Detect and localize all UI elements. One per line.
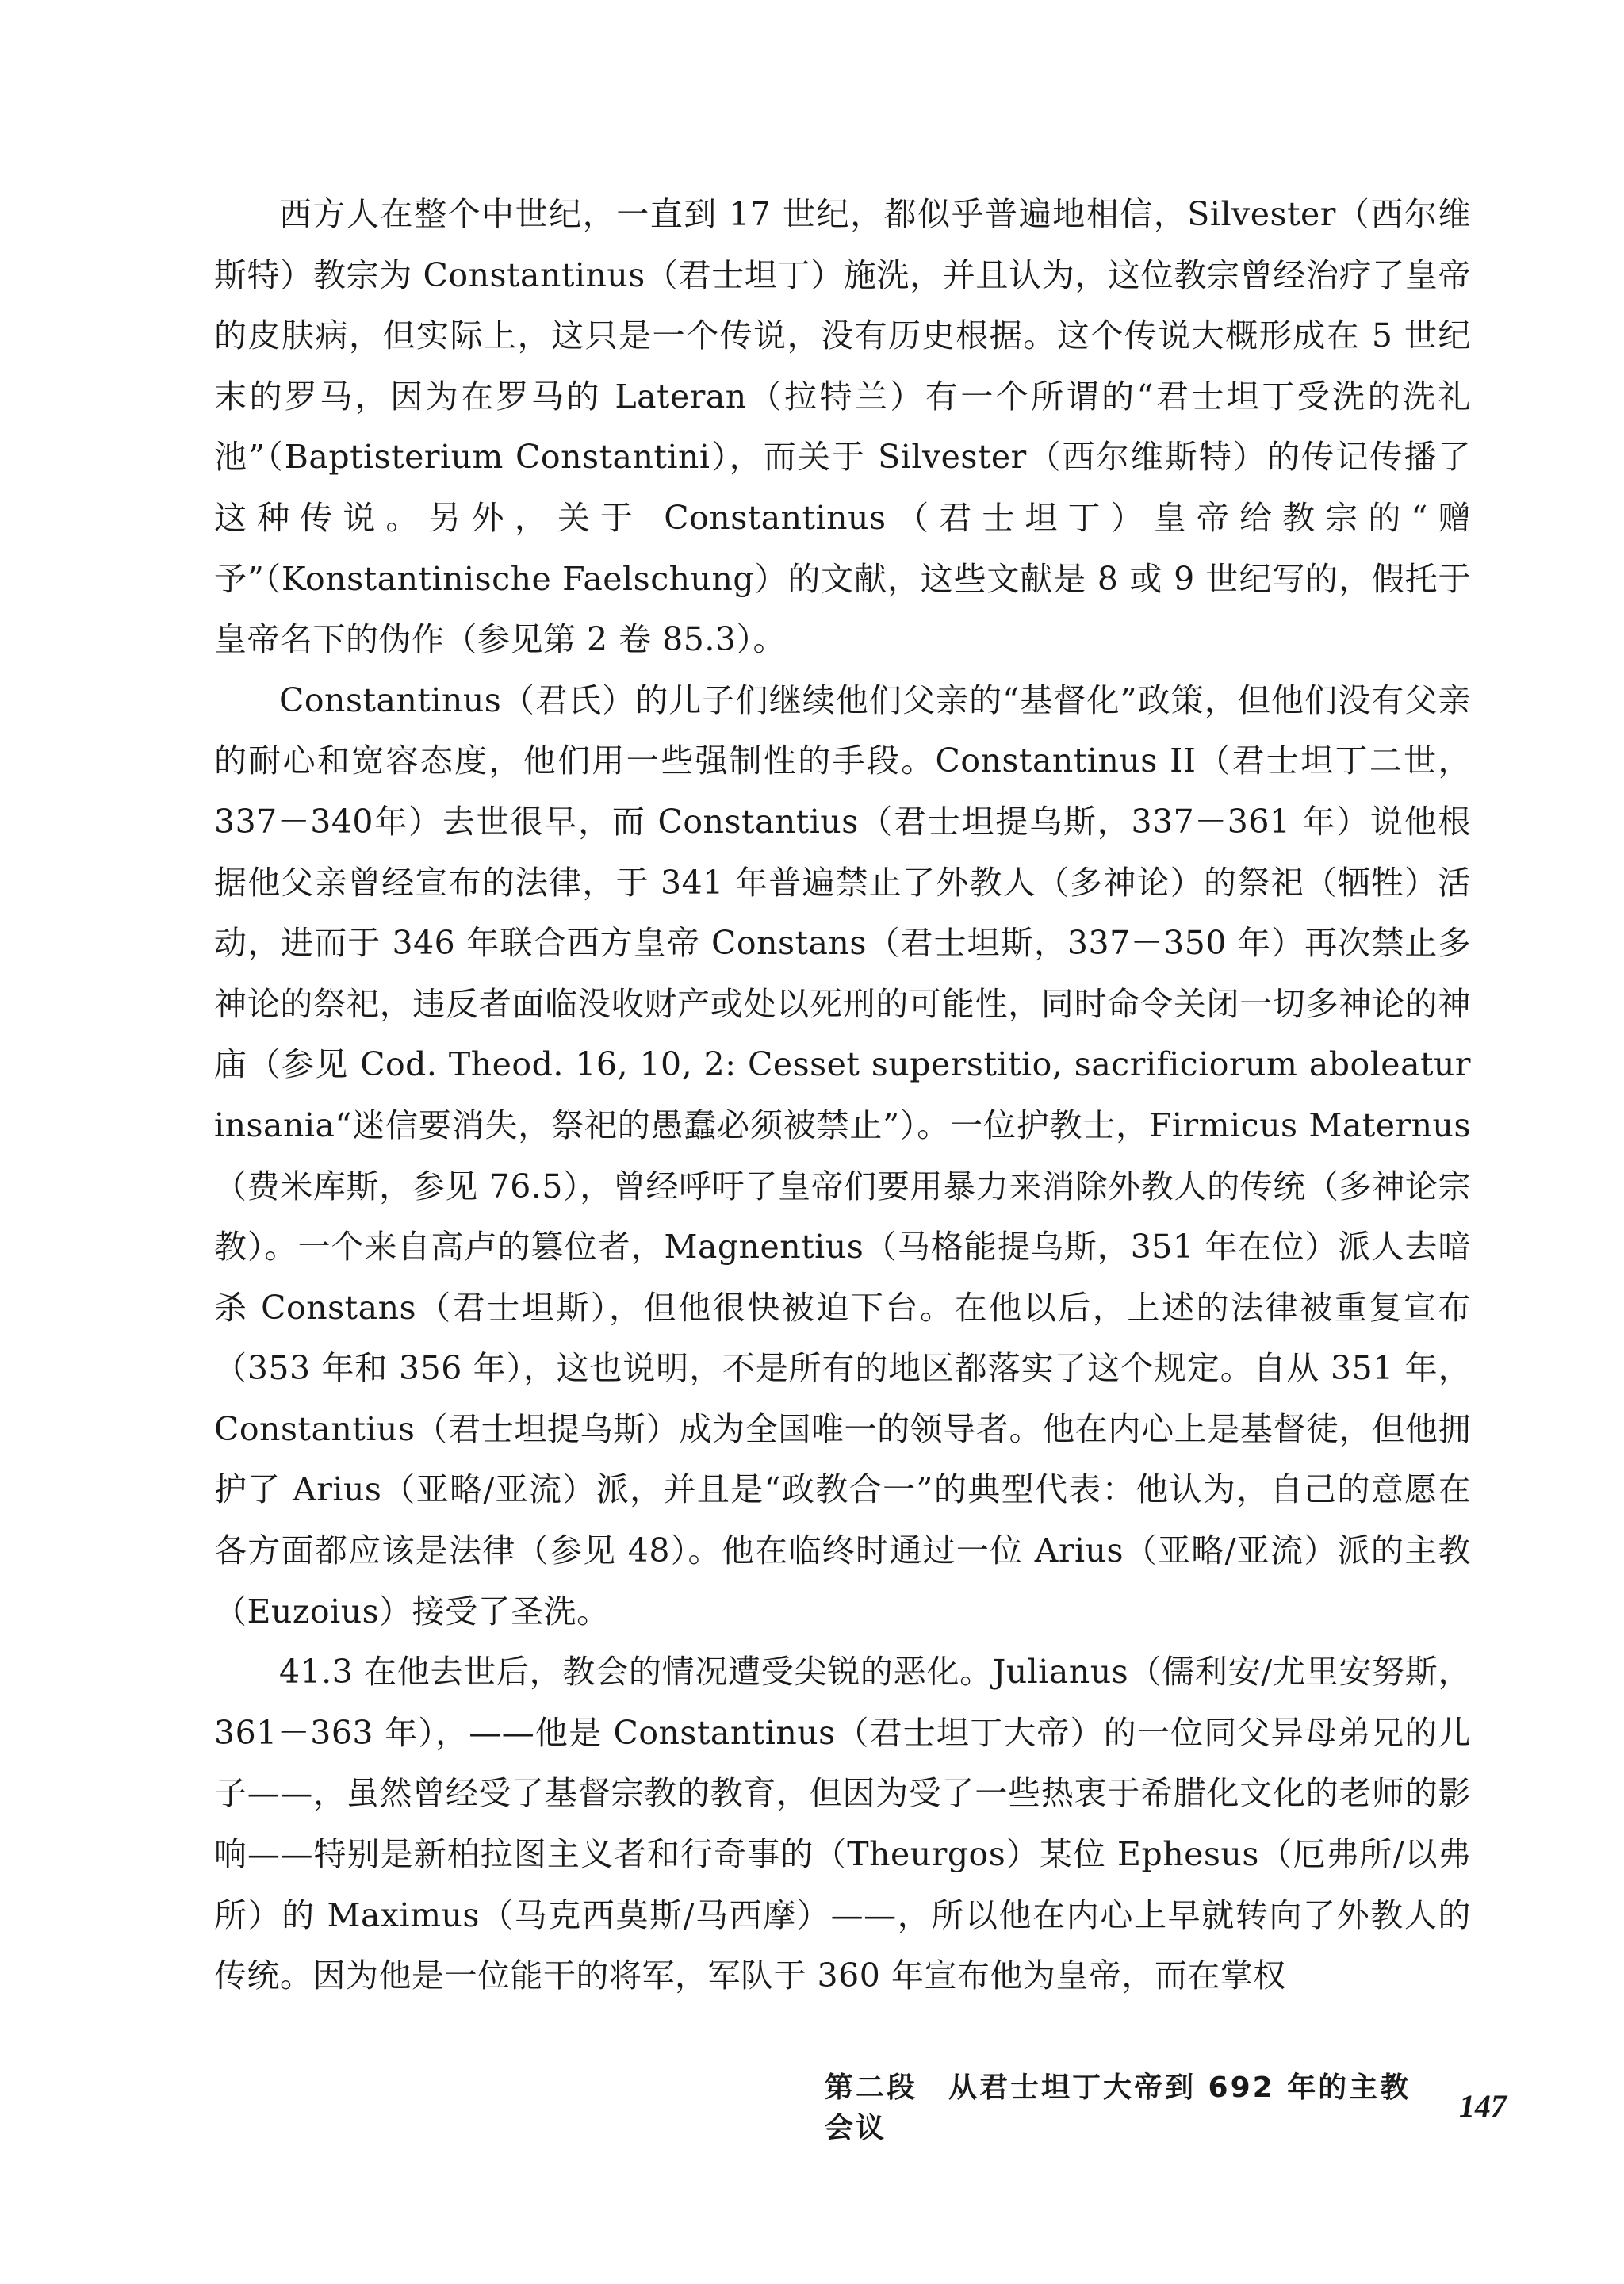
paragraph-silvester-legend: 西方人在整个中世纪，一直到 17 世纪，都似乎普遍地相信，Silvester（西尔维斯特）教宗为 Constantinus（君士坦丁）施洗，并且认为，这位教宗曾经治疗了皇帝的皮肤病，但实际上，这只是一个传说，没有历史根据。这个传说大概形成在 5 世纪末的罗马，因为在罗马的 Lateran（拉特兰）有一个所谓的“君士坦丁受洗的洗礼池”（Baptisterium Constantini），而关于 Silvester（西尔维斯特）的传记传播了这种传说。另外，关于 Constantinus（君士坦丁）皇帝给教宗的“赠予”（Konstantinische Faelschung）的文献，这些文献是 8 或 9 世纪写的，假托于皇帝名下的伪作（参见第 2 卷 85.3）。 (214, 195, 1471, 659)
running-head: 第二段 从君士坦丁大帝到 692 年的主教会议 (825, 2071, 1411, 2144)
body-text (214, 184, 1471, 2006)
paragraph-constantinus-sons: Constantinus（君氏）的儿子们继续他们父亲的“基督化”政策，但他们没有父亲的耐心和宽容态度，他们用一些强制性的手段。Constantinus II（君士坦丁二世，337－340年）去世很早，而 Constantius（君士坦提乌斯，337－361 年）说他根据他父亲曾经宣布的法律，于 341 年普遍禁止了外教人（多神论）的祭祀（牺牲）活动，进而于 346 年联合西方皇帝 Constans（君士坦斯，337－350 年）再次禁止多神论的祭祀，违反者面临没收财产或处以死刑的可能性，同时命令关闭一切多神论的神庙（参见 Cod. Theod. 16, 10, 2: Cesset superstitio, sacrificiorum aboleatur insania“迷信要消失，祭祀的愚蠢必须被禁止”）。一位护教士，Firmicus Maternus（费米库斯，参见 76.5），曾经呼吁了皇帝们要用暴力来消除外教人的传统（多神论宗教）。一个来自高卢的篡位者，Magnentius（马格能提乌斯，351 年在位）派人去暗杀 Constans（君士坦斯），但他很快被迫下台。在他以后，上述的法律被重复宣布（353 年和 356 年），这也说明，不是所有的地区都落实了这个规定。自从 351 年，Constantius（君士坦提乌斯）成为全国唯一的领导者。他在内心上是基督徒，但他拥护了 Arius（亚略/亚流）派，并且是“政教合一”的典型代表：他认为，自己的意愿在各方面都应该是法律（参见 48）。他在临终时通过一位 Arius（亚略/亚流）派的主教（Euzoius）接受了圣洗。 (214, 680, 1471, 1631)
paragraph-julianus: 41.3 在他去世后，教会的情况遭受尖锐的恶化。Julianus（儒利安/尤里安努斯，361－363 年），——他是 Constantinus（君士坦丁大帝）的一位同父异母弟兄的儿子——，虽然曾经受了基督宗教的教育，但因为受了一些热衷于希腊化文化的老师的影响——特别是新柏拉图主义者和行奇事的（Theurgos）某位 Ephesus（厄弗所/以弗所）的 Maximus（马克西莫斯/马西摩）——，所以他在内心上早就转向了外教人的传统。因为他是一位能干的将军，军队于 360 年宣布他为皇帝，而在掌权 (214, 1653, 1471, 1995)
page-footer (825, 2071, 1507, 2144)
page-number: 147 (1459, 2087, 1507, 2124)
